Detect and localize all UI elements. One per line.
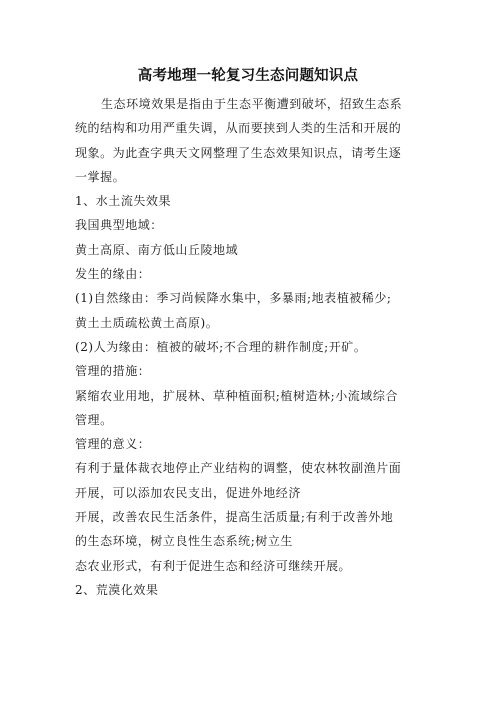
significance-line-3: 开展，改善农民生活条件，提高生活质量;有利于改善外地	[75, 510, 394, 525]
human-causes-line: (2)人为缘由：植被的破坏;不合理的耕作制度;开矿。	[75, 339, 367, 354]
paragraph-intro-line-1: 生态环境效果是指由于生态平衡遭到破坏，招致生态系	[101, 97, 403, 111]
subheading-typical-regions: 我国典型地域：	[75, 218, 163, 233]
subheading-causes: 发生的缘由：	[75, 267, 151, 282]
typical-regions-text: 黄土高原、南方低山丘陵地域	[75, 242, 239, 257]
natural-causes-line-2: 黄土土质疏松黄土高原)。	[75, 315, 219, 330]
paragraph-intro-line-3: 现象。为此查字典天文网整理了生态效果知识点，请考生逐	[75, 145, 402, 160]
subheading-significance: 管理的意义：	[75, 437, 151, 452]
significance-line-5: 态农业形式，有利于促进生态和经济可继续开展。	[75, 558, 352, 573]
significance-line-2: 开展，可以添加农民支出，促进外地经济	[75, 485, 301, 500]
paragraph-intro-line-4: 一掌握。	[75, 169, 126, 184]
document-title: 高考地理一轮复习生态问题知识点	[137, 68, 359, 84]
section-heading-desertification: 2、荒漠化效果	[75, 582, 159, 597]
subheading-measures: 管理的措施：	[75, 364, 151, 379]
significance-line-4: 的生态环境，树立良性生态系统;树立生	[75, 534, 293, 549]
document-body	[75, 92, 427, 602]
paragraph-intro-line-2: 统的结构和功用严重失调，从而要挟到人类的生活和开展的	[75, 121, 402, 136]
measures-line-1: 紧缩农业用地，扩展林、草种植面积;植树造林;小流域综合	[75, 388, 398, 403]
significance-line-1: 有利于量体裁衣地停止产业结构的调整，使农林牧副渔片面	[75, 461, 402, 476]
measures-line-2: 管理。	[75, 412, 113, 427]
section-heading-soil-erosion: 1、水土流失效果	[75, 194, 172, 209]
natural-causes-line-1: (1)自然缘由：季习尚候降水集中，多暴雨;地表植被稀少;	[75, 291, 392, 306]
